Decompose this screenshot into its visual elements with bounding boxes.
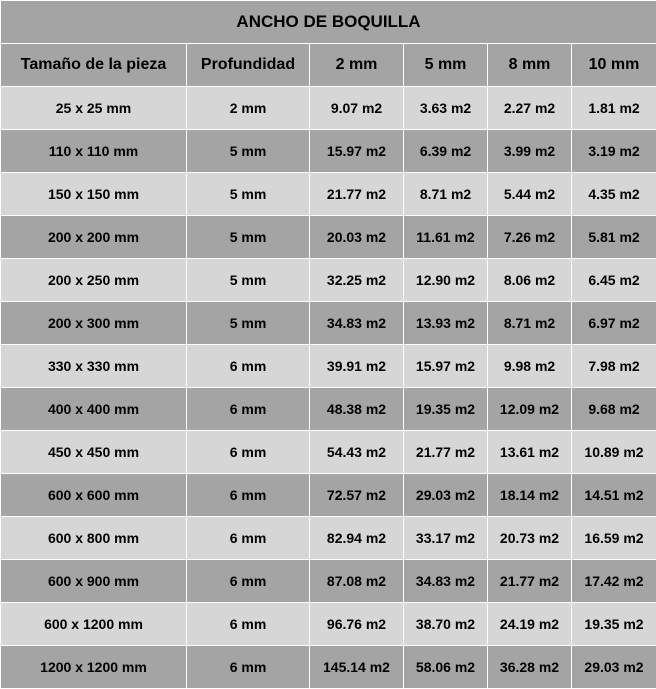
- cell-depth: 6 mm: [187, 560, 310, 603]
- table-row: [1, 560, 656, 603]
- column-header-8mm: 8 mm: [488, 44, 572, 87]
- table-row: [1, 646, 656, 689]
- cell-piece-size: 600 x 900 mm: [1, 560, 187, 603]
- cell-5mm: 11.61 m2: [404, 216, 488, 259]
- cell-8mm: 8.71 m2: [488, 302, 572, 345]
- cell-depth: 2 mm: [187, 87, 310, 130]
- cell-10mm: 6.97 m2: [572, 302, 656, 345]
- cell-10mm: 5.81 m2: [572, 216, 656, 259]
- cell-depth: 5 mm: [187, 130, 310, 173]
- cell-depth: 6 mm: [187, 646, 310, 689]
- table-row: [1, 431, 656, 474]
- cell-piece-size: 600 x 800 mm: [1, 517, 187, 560]
- cell-piece-size: 600 x 1200 mm: [1, 603, 187, 646]
- table-row: [1, 130, 656, 173]
- cell-2mm: 15.97 m2: [310, 130, 404, 173]
- cell-piece-size: 110 x 110 mm: [1, 130, 187, 173]
- table-header-row: [1, 44, 656, 87]
- cell-piece-size: 200 x 250 mm: [1, 259, 187, 302]
- column-header-depth: Profundidad: [187, 44, 310, 87]
- table-row: [1, 388, 656, 431]
- cell-2mm: 145.14 m2: [310, 646, 404, 689]
- cell-10mm: 7.98 m2: [572, 345, 656, 388]
- table-body: [1, 87, 656, 689]
- table-row: [1, 302, 656, 345]
- cell-piece-size: 400 x 400 mm: [1, 388, 187, 431]
- cell-2mm: 72.57 m2: [310, 474, 404, 517]
- table-row: [1, 173, 656, 216]
- cell-piece-size: 25 x 25 mm: [1, 87, 187, 130]
- cell-10mm: 9.68 m2: [572, 388, 656, 431]
- cell-10mm: 14.51 m2: [572, 474, 656, 517]
- cell-piece-size: 600 x 600 mm: [1, 474, 187, 517]
- column-header-10mm: 10 mm: [572, 44, 656, 87]
- cell-8mm: 5.44 m2: [488, 173, 572, 216]
- cell-8mm: 24.19 m2: [488, 603, 572, 646]
- cell-8mm: 13.61 m2: [488, 431, 572, 474]
- cell-depth: 5 mm: [187, 302, 310, 345]
- cell-piece-size: 450 x 450 mm: [1, 431, 187, 474]
- cell-8mm: 8.06 m2: [488, 259, 572, 302]
- cell-5mm: 29.03 m2: [404, 474, 488, 517]
- cell-10mm: 19.35 m2: [572, 603, 656, 646]
- table-row: [1, 603, 656, 646]
- cell-piece-size: 150 x 150 mm: [1, 173, 187, 216]
- cell-5mm: 38.70 m2: [404, 603, 488, 646]
- cell-10mm: 3.19 m2: [572, 130, 656, 173]
- cell-depth: 6 mm: [187, 431, 310, 474]
- cell-5mm: 33.17 m2: [404, 517, 488, 560]
- cell-depth: 6 mm: [187, 603, 310, 646]
- column-header-5mm: 5 mm: [404, 44, 488, 87]
- cell-8mm: 9.98 m2: [488, 345, 572, 388]
- cell-5mm: 21.77 m2: [404, 431, 488, 474]
- table-title: ANCHO DE BOQUILLA: [1, 1, 656, 44]
- cell-10mm: 4.35 m2: [572, 173, 656, 216]
- cell-2mm: 39.91 m2: [310, 345, 404, 388]
- cell-8mm: 2.27 m2: [488, 87, 572, 130]
- cell-5mm: 12.90 m2: [404, 259, 488, 302]
- cell-5mm: 15.97 m2: [404, 345, 488, 388]
- cell-10mm: 16.59 m2: [572, 517, 656, 560]
- table-row: [1, 87, 656, 130]
- cell-depth: 6 mm: [187, 388, 310, 431]
- cell-2mm: 34.83 m2: [310, 302, 404, 345]
- cell-8mm: 3.99 m2: [488, 130, 572, 173]
- cell-5mm: 3.63 m2: [404, 87, 488, 130]
- cell-2mm: 32.25 m2: [310, 259, 404, 302]
- cell-depth: 6 mm: [187, 517, 310, 560]
- cell-8mm: 12.09 m2: [488, 388, 572, 431]
- cell-depth: 6 mm: [187, 474, 310, 517]
- table-row: [1, 216, 656, 259]
- cell-depth: 6 mm: [187, 345, 310, 388]
- table-row: [1, 474, 656, 517]
- cell-2mm: 82.94 m2: [310, 517, 404, 560]
- cell-8mm: 20.73 m2: [488, 517, 572, 560]
- cell-8mm: 36.28 m2: [488, 646, 572, 689]
- cell-depth: 5 mm: [187, 259, 310, 302]
- cell-depth: 5 mm: [187, 216, 310, 259]
- cell-piece-size: 330 x 330 mm: [1, 345, 187, 388]
- cell-10mm: 17.42 m2: [572, 560, 656, 603]
- cell-piece-size: 200 x 300 mm: [1, 302, 187, 345]
- cell-5mm: 34.83 m2: [404, 560, 488, 603]
- cell-10mm: 29.03 m2: [572, 646, 656, 689]
- table-row: [1, 345, 656, 388]
- column-header-2mm: 2 mm: [310, 44, 404, 87]
- cell-10mm: 10.89 m2: [572, 431, 656, 474]
- cell-5mm: 6.39 m2: [404, 130, 488, 173]
- cell-8mm: 21.77 m2: [488, 560, 572, 603]
- cell-2mm: 48.38 m2: [310, 388, 404, 431]
- cell-10mm: 6.45 m2: [572, 259, 656, 302]
- cell-8mm: 7.26 m2: [488, 216, 572, 259]
- table-row: [1, 517, 656, 560]
- cell-2mm: 20.03 m2: [310, 216, 404, 259]
- cell-2mm: 21.77 m2: [310, 173, 404, 216]
- cell-8mm: 18.14 m2: [488, 474, 572, 517]
- cell-10mm: 1.81 m2: [572, 87, 656, 130]
- cell-5mm: 13.93 m2: [404, 302, 488, 345]
- cell-5mm: 58.06 m2: [404, 646, 488, 689]
- table-row: [1, 259, 656, 302]
- cell-piece-size: 1200 x 1200 mm: [1, 646, 187, 689]
- cell-piece-size: 200 x 200 mm: [1, 216, 187, 259]
- cell-depth: 5 mm: [187, 173, 310, 216]
- cell-5mm: 19.35 m2: [404, 388, 488, 431]
- column-header-piece-size: Tamaño de la pieza: [1, 44, 187, 87]
- cell-5mm: 8.71 m2: [404, 173, 488, 216]
- cell-2mm: 54.43 m2: [310, 431, 404, 474]
- table-title-row: [1, 1, 656, 44]
- cell-2mm: 9.07 m2: [310, 87, 404, 130]
- cell-2mm: 96.76 m2: [310, 603, 404, 646]
- cell-2mm: 87.08 m2: [310, 560, 404, 603]
